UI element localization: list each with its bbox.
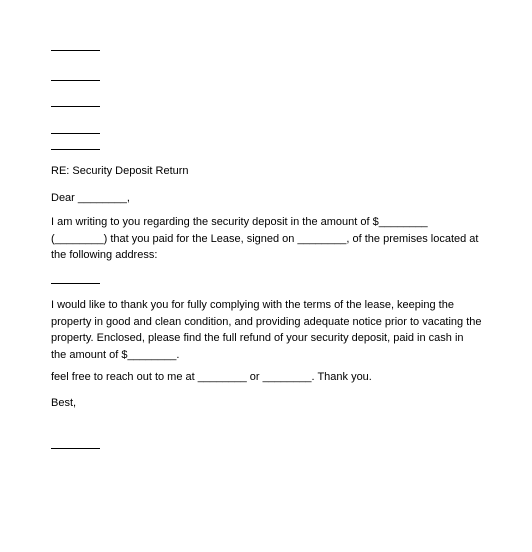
paragraph-line: property in good and clean condition, and providing adequate notice prior to vacating the — [51, 315, 482, 328]
paragraph-refund — [51, 297, 491, 363]
paragraph-line: I am writing to you regarding the security deposit in the amount of $________ — [51, 216, 428, 228]
recipient-name-blank — [51, 133, 100, 134]
paragraph-line: (________) that you paid for the Lease, signed on ________, of the premises located at — [51, 232, 479, 245]
signature-blank — [51, 448, 100, 449]
contact-line: feel free to reach out to me at ________ or ________. Thank you. — [51, 371, 372, 383]
sender-name-blank — [51, 50, 100, 51]
property-address-blank — [51, 283, 100, 284]
re-line: RE: Security Deposit Return — [51, 165, 189, 177]
date-blank — [51, 106, 100, 107]
paragraph-line: property. Enclosed, please find the full refund of your security deposit, paid in cash in — [51, 332, 464, 344]
paragraph-line: the amount of $________. — [51, 348, 180, 361]
sender-address-blank — [51, 80, 100, 81]
paragraph-deposit-details — [51, 214, 491, 264]
closing: Best, — [51, 397, 77, 409]
recipient-address-blank — [51, 149, 100, 150]
salutation: Dear ________, — [51, 192, 130, 204]
paragraph-line: the following address: — [51, 249, 158, 261]
paragraph-line: I would like to thank you for fully complying with the terms of the lease, keeping the — [51, 299, 454, 311]
